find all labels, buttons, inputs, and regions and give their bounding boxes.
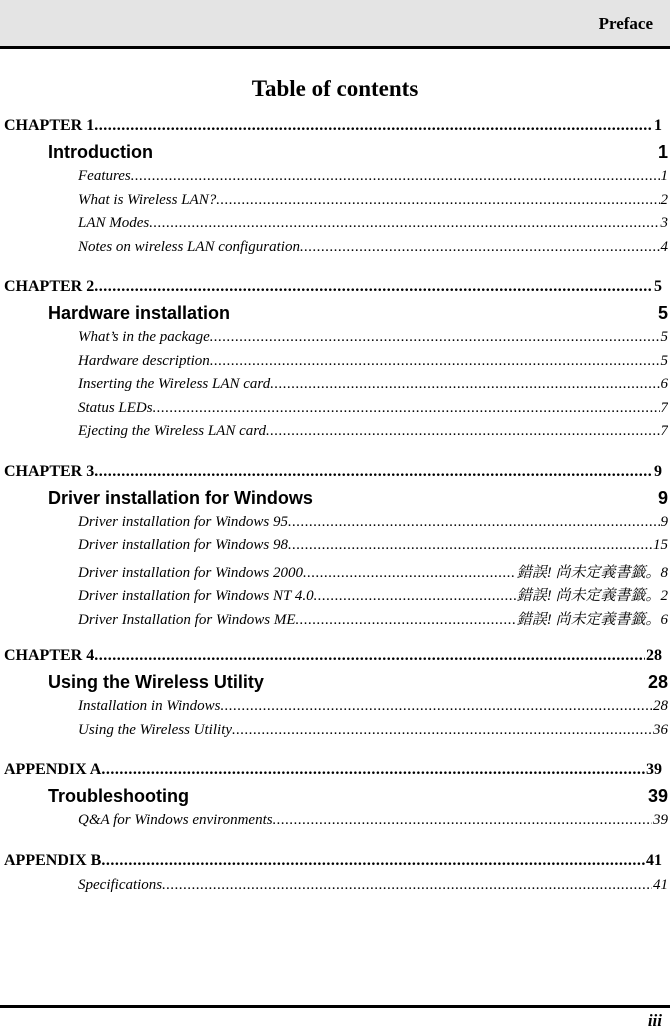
toc-entry-row[interactable]: [78, 561, 668, 582]
header-section-title: Preface: [598, 14, 653, 33]
toc-entry-row[interactable]: [78, 329, 668, 346]
toc-entry-label: Specifications: [78, 876, 163, 893]
toc-entry-page: 7: [660, 423, 668, 439]
toc-entry-page: 5: [660, 352, 668, 369]
toc-entry-page: 1: [660, 168, 668, 184]
toc-entry-page: 36: [653, 721, 668, 738]
toc-leader-dots: [101, 761, 645, 779]
toc-entry-row[interactable]: [78, 608, 668, 629]
toc-section-label: Driver installation for Windows: [48, 487, 313, 508]
toc-entry-row[interactable]: [78, 376, 668, 393]
toc-entry-page: 5: [660, 329, 668, 345]
toc-section-label: Introduction: [48, 142, 153, 162]
toc-leader-dots: [232, 722, 652, 739]
toc-leader-dots: [210, 353, 660, 370]
toc-chapter-label: CHAPTER 2: [4, 278, 95, 295]
toc-leader-dots: [101, 852, 645, 870]
toc-entry-row[interactable]: [78, 722, 668, 739]
toc-section-row[interactable]: [48, 786, 668, 807]
toc-chapter-row[interactable]: [4, 278, 662, 296]
toc-section-page: 1: [657, 142, 668, 162]
toc-entry-row[interactable]: [78, 215, 668, 232]
toc-leader-dots: [270, 376, 659, 393]
toc-entry-row[interactable]: [78, 239, 668, 256]
toc-section-row[interactable]: [48, 303, 668, 324]
toc-section-page: 5: [657, 303, 668, 323]
toc-entry-page: 2: [660, 191, 668, 208]
toc-chapter-label: CHAPTER 3: [4, 462, 95, 480]
page-header: [0, 0, 670, 46]
toc-entry-label: What’s in the package: [78, 329, 210, 345]
toc-chapter-row[interactable]: [4, 852, 662, 870]
toc-chapter-row[interactable]: [4, 117, 662, 135]
toc-entry-row[interactable]: [78, 877, 668, 894]
toc-section-row[interactable]: [48, 488, 668, 509]
toc-entry-label: Using the Wireless Utility: [78, 721, 233, 738]
toc-entry-page: 錯誤! 尚未定義書籤。2: [516, 588, 668, 604]
toc-entry-label: Ejecting the Wireless LAN card: [78, 423, 267, 439]
footer-rule: [0, 1005, 670, 1008]
toc-chapter-label: CHAPTER 1: [4, 117, 95, 134]
toc-leader-dots: [221, 698, 652, 715]
toc-section-row[interactable]: [48, 142, 668, 163]
toc-entry-page: 3: [660, 215, 668, 231]
toc-chapter-label: APPENDIX A: [4, 761, 102, 778]
toc-section-label: Troubleshooting: [48, 786, 189, 806]
toc-leader-dots: [296, 612, 516, 629]
toc-leader-dots: [94, 278, 653, 296]
toc-chapter-page: 39: [646, 761, 662, 778]
toc-entry-label: Notes on wireless LAN configuration: [78, 238, 300, 255]
toc-entry-page: 6: [660, 376, 668, 392]
header-rule: [0, 46, 670, 49]
toc-entry-label: Driver installation for Windows 2000: [78, 564, 304, 581]
toc-entry-label: Driver Installation for Windows ME: [78, 611, 296, 628]
toc-entry-page: 28: [653, 698, 668, 714]
toc-leader-dots: [162, 877, 652, 894]
page-title: Table of contents: [251, 76, 419, 101]
toc-leader-dots: [210, 329, 660, 346]
toc-entry-row[interactable]: [78, 400, 668, 417]
toc-entry-label: Driver installation for Windows 98: [78, 537, 289, 553]
toc-leader-dots: [273, 812, 652, 829]
toc-leader-dots: [266, 423, 659, 440]
toc-entry-row[interactable]: [78, 423, 668, 440]
toc-entry-row[interactable]: [78, 192, 668, 209]
toc-leader-dots: [131, 168, 660, 185]
toc-chapter-row[interactable]: [4, 761, 662, 779]
toc-entry-label: Q&A for Windows environments: [78, 812, 273, 828]
toc-chapter-label: CHAPTER 4: [4, 647, 95, 664]
toc-entry-page: 39: [653, 812, 668, 828]
toc-leader-dots: [94, 117, 653, 135]
toc-entry-row[interactable]: [78, 584, 668, 605]
toc-leader-dots: [314, 588, 516, 605]
toc-entry-label: Features: [78, 168, 131, 184]
toc-section-label: Using the Wireless Utility: [48, 672, 264, 692]
toc-entry-page: 41: [653, 876, 668, 893]
toc-entry-label: Installation in Windows: [78, 698, 221, 714]
footer-page-number: iii: [647, 1011, 662, 1030]
toc-entry-row[interactable]: [78, 698, 668, 715]
toc-chapter-page: 41: [646, 851, 662, 869]
toc-chapter-page: 28: [646, 647, 662, 664]
toc-entry-label: LAN Modes: [78, 215, 150, 231]
toc-entry-page: 錯誤! 尚未定義書籤。8: [516, 564, 668, 581]
toc-entry-row[interactable]: [78, 514, 668, 531]
toc-entry-label: Hardware description: [78, 352, 210, 369]
toc-leader-dots: [94, 463, 653, 481]
toc-entry-label: Status LEDs: [78, 399, 153, 416]
toc-entry-row[interactable]: [78, 537, 668, 554]
toc-leader-dots: [216, 192, 659, 209]
toc-entry-label: What is Wireless LAN?: [78, 191, 217, 208]
toc-chapter-page: 5: [654, 278, 662, 295]
toc-chapter-label: APPENDIX B: [4, 851, 102, 869]
toc-entry-row[interactable]: [78, 812, 668, 829]
toc-leader-dots: [288, 537, 652, 554]
toc-leader-dots: [149, 215, 659, 232]
toc-leader-dots: [300, 239, 660, 256]
toc-entry-label: Driver installation for Windows 95: [78, 513, 289, 530]
toc-entry-page: 錯誤! 尚未定義書籤。6: [516, 611, 668, 628]
toc-entry-page: 4: [660, 238, 668, 255]
toc-entry-row[interactable]: [78, 168, 668, 185]
toc-chapter-page: 9: [654, 462, 662, 480]
toc-entry-page: 9: [660, 513, 668, 530]
toc-entry-label: Driver installation for Windows NT 4.0: [78, 588, 314, 604]
toc-leader-dots: [153, 400, 660, 417]
toc-section-page: 28: [647, 672, 668, 692]
toc-section-page: 9: [657, 487, 668, 508]
toc-chapter-row[interactable]: [4, 647, 662, 665]
toc-leader-dots: [288, 514, 659, 531]
toc-section-label: Hardware installation: [48, 303, 231, 323]
toc-section-page: 39: [647, 786, 668, 806]
toc-leader-dots: [303, 565, 516, 582]
toc-section-row[interactable]: [48, 672, 668, 693]
toc-chapter-row[interactable]: [4, 463, 662, 481]
toc-entry-label: Inserting the Wireless LAN card: [78, 376, 271, 392]
toc-entry-page: 15: [653, 537, 668, 553]
toc-entry-page: 7: [660, 399, 668, 416]
toc-leader-dots: [94, 647, 645, 665]
toc-entry-row[interactable]: [78, 353, 668, 370]
toc-chapter-page: 1: [654, 117, 662, 134]
